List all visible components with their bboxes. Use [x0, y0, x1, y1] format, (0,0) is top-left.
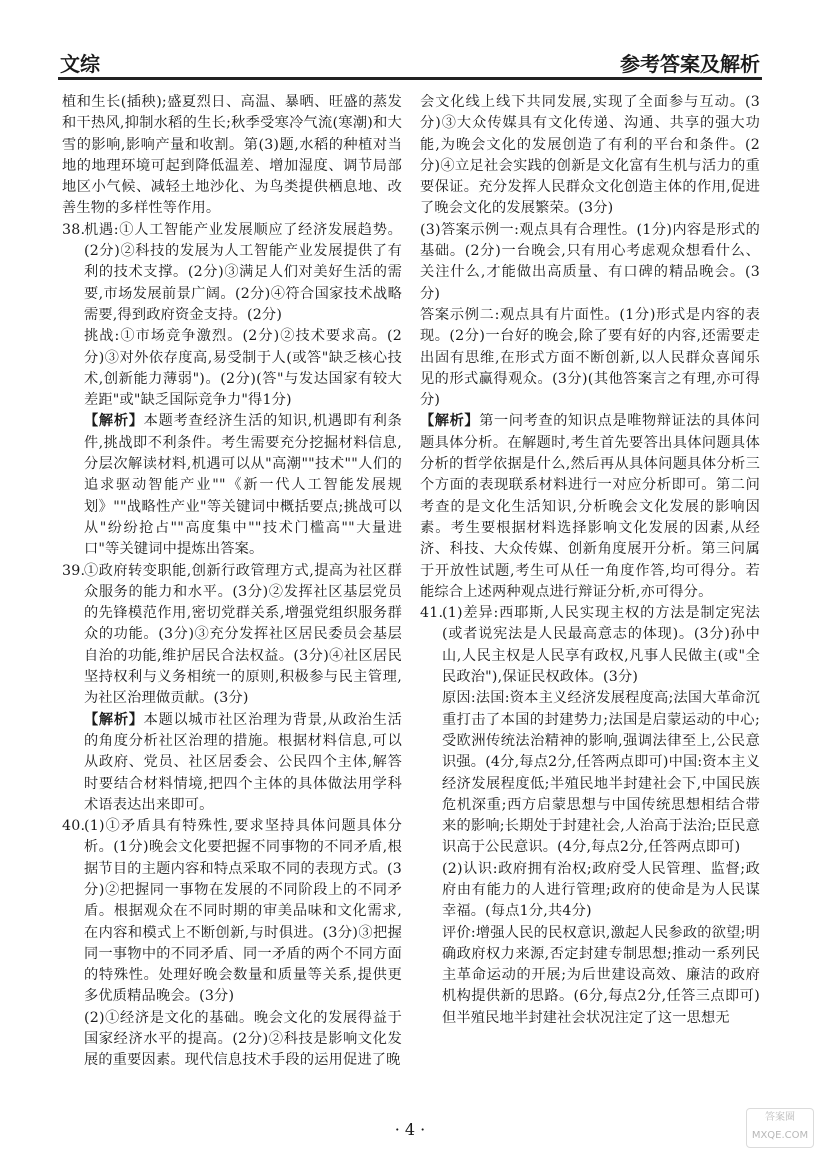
- question-number: 40.: [62, 818, 86, 835]
- answer-40-part3-example1: (3)答案示例一:观点具有合理性。(1分)内容是形式的基础。(2分)一台晚会,只有用心考虑观众想看什么、关注什么,才能做出高质量、有口碑的精品晚会。(3分): [420, 221, 760, 302]
- left-column: [62, 92, 402, 1072]
- watermark-text: 答案圈: [765, 1112, 795, 1123]
- answer-40-analysis: [420, 411, 760, 603]
- question-number: 38.: [62, 221, 86, 238]
- answer-38: [62, 220, 402, 561]
- analysis-text: 本题考查经济生活的知识,机遇即有利条件,挑战即不利条件。考生需要充分挖掘材料信息,分层次解读材料,机遇可以从"高潮""技术""人们的追求驱动智能产业""《新一代人工智能发展规划》""战略性产业"等关键词中概括要点;挑战可以从"纷纷抢占""高度集中""技术门槛高""大量进口"等关键词中提炼出答案。: [84, 413, 402, 558]
- analysis-tag: 【解析】: [420, 413, 480, 430]
- analysis-tag: 【解析】: [84, 711, 144, 728]
- subject-title: 文综: [60, 52, 100, 76]
- answer-39-analysis: [84, 710, 402, 816]
- answer-39: [62, 561, 402, 817]
- answer-40-continuation: 会文化线上线下共同发展,实现了全面参与互动。(3分)③大众传媒具有文化传递、沟通、共享的强大功能,为晚会文化的发展创造了有利的平台和条件。(2分)④立足社会实践的创新是文化富有生机与活力的重要保证。充分发挥人民群众文化创造主体的作用,促进了晚会文化的发展繁荣。(3分): [420, 94, 760, 217]
- header-rule: [58, 77, 762, 80]
- answer-38-challenges: 挑战:①市场竞争激烈。(2分)②技术要求高。(2分)③对外依存度高,易受制于人(或答"缺乏核心技术,创新能力薄弱")。(2分)(答"与发达国家有较大差距"或"缺乏国际竞争力"得1分): [84, 328, 402, 409]
- right-column: [420, 92, 760, 1029]
- answer-41-evaluation: 评价:增强人民的民权意识,激起人民参政的欲望;明确政府权力来源,否定封建专制思想;推动一系列民主革命运动的开展;为后世建设高效、廉洁的政府机构提供新的思路。(6分,每点2分,任答三点即可)但半殖民地半封建社会状况注定了这一思想无: [442, 924, 760, 1026]
- analysis-tag: 【解析】: [84, 413, 144, 430]
- answer-41-reasons: 原因:法国:资本主义经济发展程度高;法国大革命沉重打击了本国的封建势力;法国是启蒙运动的中心;受欧洲传统法治精神的影响,强调法律至上,公民意识强。(4分,每点2分,任答两点即可)中国:资本主义经济发展程度低;半殖民地半封建社会下,中国民族危机深重;西方启蒙思想与中国传统思想相结合带来的影响;长期处于封建社会,人治高于法治;臣民意识高于公民意识。(4分,每点2分,任答两点即可): [442, 690, 760, 856]
- watermark-subtext: MXQE.COM: [751, 1130, 809, 1141]
- watermark-logo: [746, 1108, 814, 1148]
- page-header: [58, 40, 762, 80]
- answer-40: [62, 816, 402, 1072]
- answer-39-body: ①政府转变职能,创新行政管理方式,提高为社区群众服务的能力和水平。(3分)②发挥社区基层党员的先锋模范作用,密切党群关系,增强党组织服务群众的功能。(3分)③充分发挥社区居民委员会基层自治的功能,维护居民合法权益。(3分)④社区居民坚持权利与义务相统一的原则,积极参与民主管理,为社区治理做贡献。(3分): [84, 562, 402, 707]
- answer-41-part2: (2)认识:政府拥有治权;政府受人民管理、监督;政府由有能力的人进行管理;政府的使命是为人民谋幸福。(每点1分,共4分): [442, 860, 760, 920]
- answer-41-part1: (1)差异:西耶斯,人民实现主权的方法是制定宪法(或者说宪法是人民最高意志的体现)。(3分)孙中山,人民主权是人民享有政权,凡事人民做主(或"全民政治"),保证民权政体。(3分): [442, 605, 760, 686]
- analysis-text: 第一问考查的知识点是唯物辩证法的具体问题具体分析。在解题时,考生首先要答出具体问题具体分析的哲学依据是什么,然后再从具体问题具体分析三个方面的表现联系材料进行一对应分析即可。第二问考查的是文化生活知识,分析晚会文化发展的影响因素。考生要根据材料选择影响文化发展的因素,从经济、科技、大众传媒、创新角度展开分析。第三问属于开放性试题,考生可从任一角度作答,均可得分。若能综合上述两种观点进行辩证分析,亦可得分。: [420, 413, 760, 600]
- section-title: 参考答案及解析: [620, 52, 760, 76]
- question-number: 41.: [420, 605, 444, 622]
- answer-40-part2: (2)①经济是文化的基础。晚会文化的发展得益于国家经济水平的提高。(2分)②科技是影响文化发展的重要因素。现代信息技术手段的运用促进了晚: [84, 1009, 402, 1069]
- answer-41: [420, 603, 760, 1029]
- q37-continuation: 植和生长(插秧);盛夏烈日、高温、暴晒、旺盛的蒸发和干热风,抑制水稻的生长;秋季受寒冷气流(寒潮)和大雪的影响,影响产量和收割。第(3)题,水稻的种植对当地的地理环境可起到降低温差、增加湿度、调节局部地区小气候、减轻土地沙化、为鸟类提供栖息地、改善生物的多样性等作用。: [62, 94, 402, 217]
- answer-40-part1: (1)①矛盾具有特殊性,要求坚持具体问题具体分析。(1分)晚会文化要把握不同事物的不同矛盾,根据节目的主题内容和特点采取不同的表现方式。(3分)②把握同一事物在发展的不同阶段上的不同矛盾。根据观众在不同时期的审美品味和文化需求,在内容和模式上不断创新,与时俱进。(3分)③把握同一事物中的不同矛盾、同一矛盾的两个不同方面的特殊性。处理好晚会数量和质量等关系,提供更多优质精品晚会。(3分): [84, 818, 402, 1005]
- question-number: 39.: [62, 562, 86, 579]
- answer-40-part3-example2: 答案示例二:观点具有片面性。(1分)形式是内容的表现。(2分)一台好的晚会,除了要有好的内容,还需要走出固有思维,在形式方面不断创新,以人民群众喜闻乐见的形式赢得观众。(3分)(其他答案言之有理,亦可得分): [420, 306, 760, 409]
- analysis-text: 本题以城市社区治理为背景,从政治生活的角度分析社区治理的措施。根据材料信息,可以从政府、党员、社区居委会、公民四个主体,解答时要结合材料情境,把四个主体的具体做法用学科术语表达出来即可。: [84, 711, 402, 813]
- page-number: · 4 ·: [394, 1120, 426, 1139]
- answer-38-analysis: [84, 411, 402, 560]
- answer-38-opportunities: 机遇:①人工智能产业发展顺应了经济发展趋势。(2分)②科技的发展为人工智能产业发展提供了有利的技术支撑。(2分)③满足人们对美好生活的需要,市场发展前景广阔。(2分)④符合国家技术战略需要,得到政府资金支持。(2分): [84, 221, 402, 323]
